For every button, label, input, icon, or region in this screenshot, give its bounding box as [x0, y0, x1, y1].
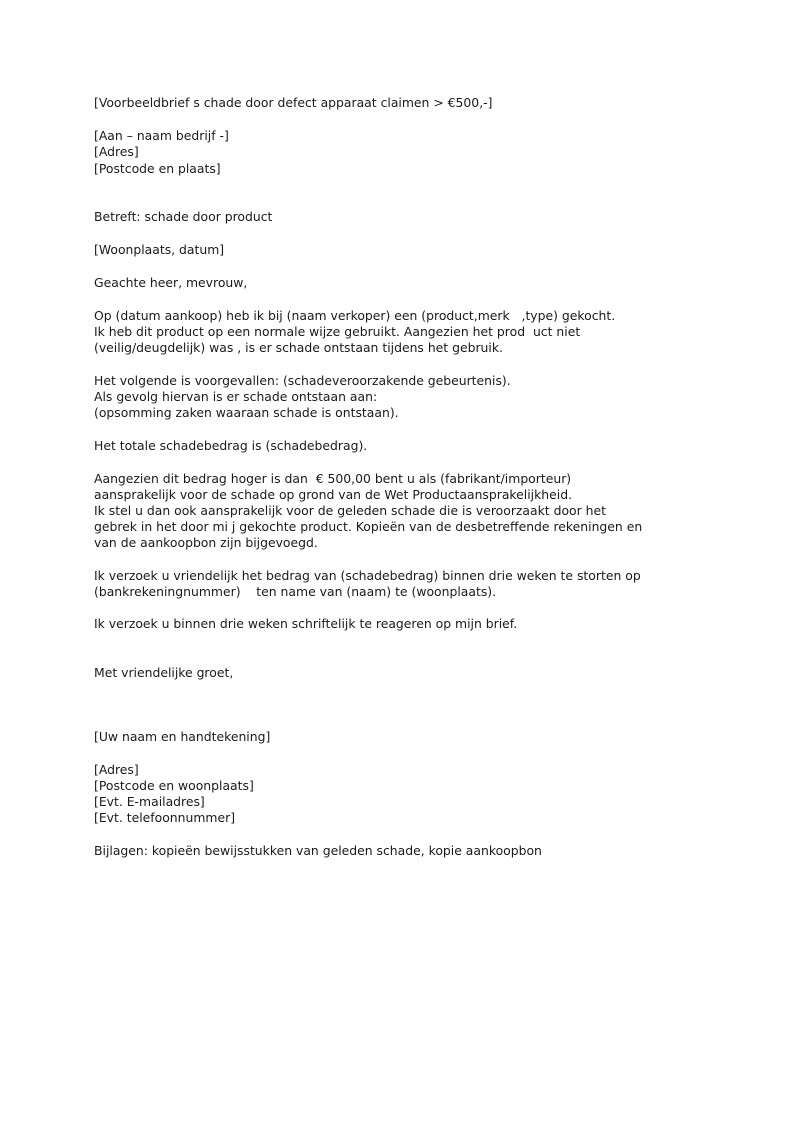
paragraph-line: Ik verzoek u binnen drie weken schriftelijk te reageren op mijn brief.: [94, 616, 518, 631]
letter-title: [Voorbeeldbrief s chade door defect apparaat claimen > €500,-]: [94, 95, 493, 110]
letter-page: [94, 94, 734, 858]
paragraph-line: Ik stel u dan ook aansprakelijk voor de geleden schade die is veroorzaakt door het: [94, 503, 606, 518]
paragraph-line: Aangezien dit bedrag hoger is dan € 500,00 bent u als (fabrikant/importeur): [94, 471, 572, 486]
paragraph-line: Op (datum aankoop) heb ik bij (naam verkoper) een (product,merk ,type) gekocht.: [94, 308, 616, 323]
paragraph-line: van de aankoopbon zijn bijgevoegd.: [94, 535, 318, 550]
paragraph-line: Ik heb dit product op een normale wijze gebruikt. Aangezien het prod uct niet: [94, 324, 581, 339]
paragraph-line: (bankrekeningnummer) ten name van (naam) te (woonplaats).: [94, 584, 497, 599]
paragraph-line: Ik verzoek u vriendelijk het bedrag van (schadebedrag) binnen drie weken te storten op: [94, 568, 641, 583]
signature-placeholder: [Uw naam en handtekening]: [94, 729, 271, 744]
paragraph-line: (veilig/deugdelijk) was , is er schade ontstaan tijdens het gebruik.: [94, 340, 503, 355]
paragraph-line: Het volgende is voorgevallen: (schadeveroorzakende gebeurtenis).: [94, 373, 511, 388]
recipient-name: [Aan – naam bedrijf -]: [94, 128, 229, 143]
closing: Met vriendelijke groet,: [94, 665, 234, 680]
sender-phone: [Evt. telefoonnummer]: [94, 810, 236, 825]
paragraph-line: (opsomming zaken waaraan schade is ontstaan).: [94, 405, 399, 420]
paragraph-line: gebrek in het door mi j gekochte product. Kopieën van de desbetreffende rekeningen en: [94, 519, 643, 534]
paragraph-line: Het totale schadebedrag is (schadebedrag).: [94, 438, 368, 453]
attachments: Bijlagen: kopieën bewijsstukken van geleden schade, kopie aankoopbon: [94, 843, 542, 858]
sender-address: [Adres]: [94, 762, 139, 777]
recipient-address: [Adres]: [94, 144, 139, 159]
recipient-postcode: [Postcode en plaats]: [94, 161, 221, 176]
sender-email: [Evt. E-mailadres]: [94, 794, 205, 809]
paragraph-line: Als gevolg hiervan is er schade ontstaan aan:: [94, 389, 378, 404]
place-date: [Woonplaats, datum]: [94, 242, 225, 257]
salutation: Geachte heer, mevrouw,: [94, 275, 248, 290]
sender-postcode: [Postcode en woonplaats]: [94, 778, 254, 793]
paragraph-line: aansprakelijk voor de schade op grond van de Wet Productaansprakelijkheid.: [94, 487, 573, 502]
subject-line: Betreft: schade door product: [94, 209, 273, 224]
